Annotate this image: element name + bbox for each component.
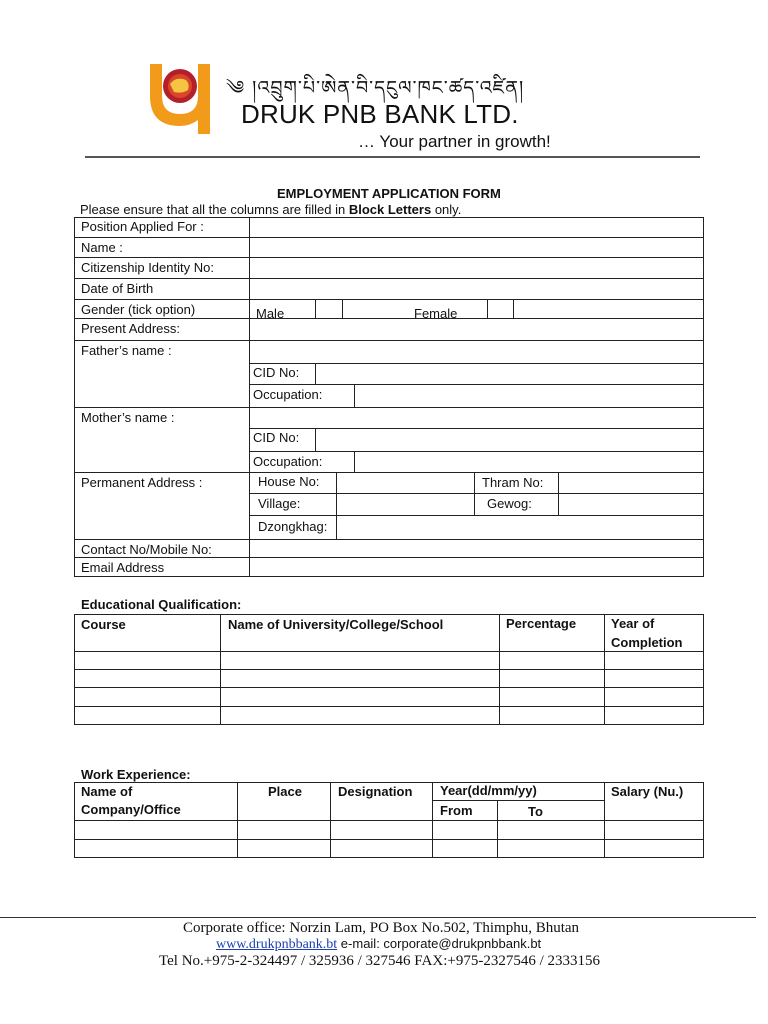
father-name-field[interactable] <box>250 341 703 363</box>
education-row[interactable] <box>75 670 703 687</box>
cid-label: Citizenship Identity No: <box>81 260 214 275</box>
work-experience-heading: Work Experience: <box>81 767 191 782</box>
education-row[interactable] <box>75 707 703 724</box>
father-cid-label: CID No: <box>253 365 300 380</box>
permanent-address-label: Permanent Address : <box>81 475 203 490</box>
tagline: … Your partner in growth! <box>358 132 551 151</box>
company-header-line1: Name of <box>81 784 133 799</box>
footer-phone: Tel No.+975-2-324497 / 325936 / 327546 FAX:+975-2327546 / 2333156 <box>159 953 600 969</box>
name-label: Name : <box>81 240 123 255</box>
gewog-label: Gewog: <box>487 496 532 511</box>
footer-contact <box>216 936 541 953</box>
thram-no-label: Thram No: <box>482 475 544 490</box>
place-header: Place <box>268 784 302 799</box>
footer-divider <box>0 917 756 918</box>
dzongkhag-field[interactable] <box>337 516 703 539</box>
position-label: Position Applied For : <box>81 219 204 234</box>
village-field[interactable] <box>337 494 474 515</box>
institution-header: Name of University/College/School <box>228 617 444 632</box>
mother-occupation-label: Occupation: <box>253 454 323 469</box>
village-label: Village: <box>258 496 301 511</box>
contact-field[interactable] <box>250 540 703 557</box>
present-address-field[interactable] <box>250 319 703 340</box>
education-heading: Educational Qualification: <box>81 597 242 612</box>
male-checkbox[interactable] <box>316 300 342 318</box>
email-label: Email Address <box>81 560 165 575</box>
mother-cid-field[interactable] <box>316 429 703 451</box>
name-field[interactable] <box>250 238 703 257</box>
father-name-label: Father’s name : <box>81 343 172 358</box>
female-label: Female <box>414 306 458 321</box>
to-header: To <box>528 804 543 819</box>
mother-name-label: Mother’s name : <box>81 410 175 425</box>
dob-label: Date of Birth <box>81 281 154 296</box>
percentage-header: Percentage <box>506 616 577 631</box>
salary-header: Salary (Nu.) <box>611 784 684 799</box>
male-label: Male <box>256 306 285 321</box>
gender-label: Gender (tick option) <box>81 302 196 317</box>
form-title: EMPLOYMENT APPLICATION FORM <box>277 186 501 201</box>
cid-field[interactable] <box>250 258 703 278</box>
email-field[interactable] <box>250 558 703 576</box>
pnb-logo-icon <box>146 62 214 136</box>
form-instruction: Please ensure that all the columns are filled in Block Letters only. <box>80 202 462 217</box>
dob-field[interactable] <box>250 279 703 299</box>
gewog-field[interactable] <box>559 494 703 515</box>
education-row[interactable] <box>75 688 703 706</box>
year-range-header: Year(dd/mm/yy) <box>440 783 537 798</box>
course-header: Course <box>81 617 126 632</box>
present-address-label: Present Address: <box>81 321 180 336</box>
contact-label: Contact No/Mobile No: <box>81 542 212 557</box>
work-row[interactable] <box>75 821 703 839</box>
mother-name-field[interactable] <box>250 408 703 428</box>
bank-name: DRUK PNB BANK LTD. <box>241 99 519 129</box>
father-occupation-label: Occupation: <box>253 387 323 402</box>
education-row[interactable] <box>75 652 703 669</box>
female-checkbox[interactable] <box>488 300 513 318</box>
footer-address: Corporate office: Norzin Lam, PO Box No.502, Thimphu, Bhutan <box>183 920 580 936</box>
position-field[interactable] <box>250 218 703 237</box>
mother-occupation-field[interactable] <box>355 452 703 472</box>
company-header-line2: Company/Office <box>81 802 181 817</box>
footer-email: e-mail: corporate@drukpnbbank.bt <box>337 936 542 951</box>
header-divider <box>85 156 700 158</box>
house-no-field[interactable] <box>337 473 474 493</box>
designation-header: Designation <box>338 784 413 799</box>
website-link[interactable]: www.drukpnbbank.bt <box>216 937 338 952</box>
year-header-line2: Completion <box>611 635 683 650</box>
year-header-line1: Year of <box>611 616 655 631</box>
house-no-label: House No: <box>258 474 320 489</box>
father-cid-field[interactable] <box>316 364 703 384</box>
from-header: From <box>440 803 473 818</box>
dzongkhag-label: Dzongkhag: <box>258 519 328 534</box>
dzongkha-bank-name: ༄ །འབྲུག་པི་ཨེན་བི་དངུལ་ཁང་ཚད་འཛིན། <box>226 77 525 99</box>
father-occupation-field[interactable] <box>355 385 703 407</box>
mother-cid-label: CID No: <box>253 430 300 445</box>
work-row[interactable] <box>75 840 703 857</box>
thram-no-field[interactable] <box>559 473 703 493</box>
